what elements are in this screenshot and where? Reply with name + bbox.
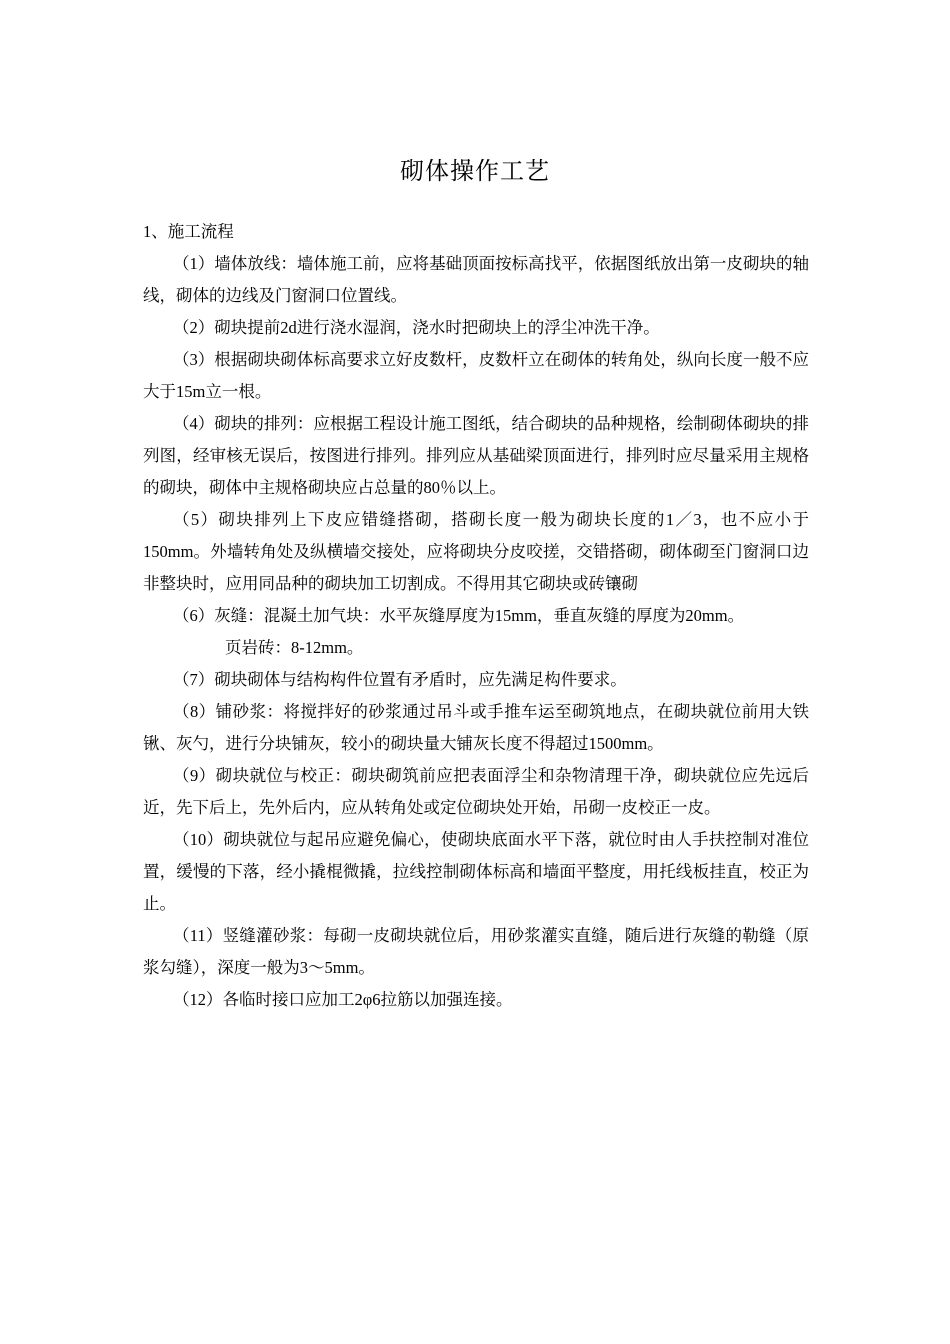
paragraph-step-1: （1）墙体放线：墙体施工前，应将基础顶面按标高找平，依据图纸放出第一皮砌块的轴线，砌体的边线及门窗洞口位置线。 bbox=[143, 254, 809, 305]
paragraph-step-5: （5）砌块排列上下皮应错缝搭砌，搭砌长度一般为砌块长度的1／3，也不应小于150mm。外墙转角处及纵横墙交接处，应将砌块分皮咬搓，交错搭砌，砌体砌至门窗洞口边非整块时，应用同品种的砌块加工切割成。不得用其它砌块或砖镶砌 bbox=[143, 510, 809, 593]
paragraph-step-6: （6）灰缝：混凝土加气块：水平灰缝厚度为15mm，垂直灰缝的厚度为20mm。 bbox=[173, 606, 745, 625]
section-heading: 1、施工流程 bbox=[143, 222, 234, 241]
paragraph-step-2: （2）砌块提前2d进行浇水湿润，浇水时把砌块上的浮尘冲洗干净。 bbox=[173, 318, 660, 337]
paragraph-step-6-shale-brick: 页岩砖：8-12mm。 bbox=[225, 638, 364, 657]
paragraph-step-4: （4）砌块的排列：应根据工程设计施工图纸，结合砌块的品种规格，绘制砌体砌块的排列图，经审核无误后，按图进行排列。排列应从基础梁顶面进行，排列时应尽量采用主规格的砌块，砌体中主规格砌块应占总量的80％以上。 bbox=[143, 414, 809, 497]
paragraph-step-12: （12）各临时接口应加工2φ6拉筋以加强连接。 bbox=[173, 990, 513, 1009]
paragraph-step-11: （11）竖缝灌砂浆：每砌一皮砌块就位后，用砂浆灌实直缝，随后进行灰缝的勒缝（原浆勾缝），深度一般为3～5mm。 bbox=[143, 926, 809, 977]
paragraph-step-7: （7）砌块砌体与结构构件位置有矛盾时，应先满足构件要求。 bbox=[173, 670, 627, 689]
paragraph-step-3: （3）根据砌块砌体标高要求立好皮数杆，皮数杆立在砌体的转角处，纵向长度一般不应大于15m立一根。 bbox=[143, 350, 809, 401]
document-title: 砌体操作工艺 bbox=[400, 159, 550, 185]
paragraph-step-8: （8）铺砂浆：将搅拌好的砂浆通过吊斗或手推车运至砌筑地点，在砌块就位前用大铁锹、灰勺，进行分块铺灰，较小的砌块量大铺灰长度不得超过1500mm。 bbox=[143, 702, 809, 753]
paragraph-step-9: （9）砌块就位与校正：砌块砌筑前应把表面浮尘和杂物清理干净，砌块就位应先远后近，先下后上，先外后内，应从转角处或定位砌块处开始，吊砌一皮校正一皮。 bbox=[143, 766, 809, 817]
paragraph-step-10: （10）砌块就位与起吊应避免偏心，使砌块底面水平下落，就位时由人手扶控制对准位置，缓慢的下落，经小撬棍微撬，拉线控制砌体标高和墙面平整度，用托线板挂直，校正为止。 bbox=[143, 830, 809, 913]
document-body bbox=[143, 216, 809, 1016]
